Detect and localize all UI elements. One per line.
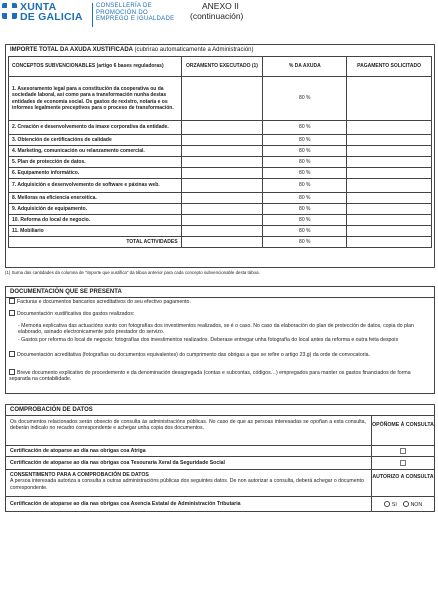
- budget-cell[interactable]: [181, 193, 263, 204]
- verification-label: Certificación de atoparse ao día nas obrigas coa Atriga: [10, 448, 146, 454]
- xunta-cross-icon: [2, 3, 17, 19]
- verification-label: Certificación de atoparse ao día nas obrigas coa Axencia Estatal de Administración Tributaria: [10, 501, 241, 507]
- table-header-row: [9, 57, 432, 77]
- budget-cell[interactable]: [181, 226, 263, 237]
- justification-checkbox[interactable]: [9, 310, 15, 316]
- payment-cell[interactable]: [347, 179, 432, 193]
- section-title: COMPROBACIÓN DE DATOS: [10, 407, 93, 413]
- authorize-yes-radio[interactable]: [384, 501, 390, 507]
- section-title: [6, 45, 434, 55]
- budget-cell[interactable]: [181, 121, 263, 135]
- table-row: [9, 168, 432, 179]
- dept-line-3: EMPREGO E IGUALDADE: [96, 16, 175, 23]
- doc-item-label: Documentación acreditativa (fotografías ou documentos equivalentes) do cumprimento das obrigas a que se refire o artigo 23.g) da orde de convocatoria.: [17, 352, 370, 358]
- brand-line-2: DE GALICIA: [20, 11, 83, 23]
- table-row: [9, 215, 432, 226]
- compliance-checkbox[interactable]: [9, 351, 15, 357]
- section-title-note: (cubrirao automaticamente a Administración): [134, 47, 254, 53]
- verification-label: Certificación de atoparse ao día nas obrigas coa Tesouraría Xeral da Seguridade Social: [10, 460, 225, 466]
- consent-text: A persoa interesada autoriza a consulta a outras administracións públicas dos seguintes datos. De non autorizar a consulta, deberá achegar o documento correspondente.: [10, 478, 364, 491]
- payment-cell[interactable]: [347, 168, 432, 179]
- budget-cell[interactable]: [181, 168, 263, 179]
- doc-item-justification: [9, 310, 134, 317]
- total-budget-cell[interactable]: [181, 237, 263, 248]
- doc-subitem-memory: - Memoria explicativa das actuacións xunto con fotografías dos investimentos realizados, se é o caso. No caso da elaboración do plan de protección de datos, copia do plan elaborado, asinado electronicamente polo prestador do servizo.: [18, 323, 414, 336]
- payment-cell[interactable]: [347, 77, 432, 121]
- doc-item-compliance: [9, 351, 433, 358]
- no-label: NON: [410, 502, 423, 508]
- aid-table: [8, 56, 432, 248]
- column-header: CONCEPTOS SUBVENCIONABLES (artigo 6 bases reguladoras): [9, 57, 182, 77]
- concept-cell: 8. Melloras na eficiencia enerxética.: [9, 193, 182, 204]
- budget-cell[interactable]: [181, 215, 263, 226]
- oppose-social-security-checkbox[interactable]: [400, 460, 406, 466]
- page-header: [0, 0, 438, 34]
- data-verification-section: [5, 404, 435, 512]
- section-title: DOCUMENTACIÓN QUE SE PRESENTA: [6, 287, 434, 298]
- payment-cell[interactable]: [347, 121, 432, 135]
- table-row: [9, 157, 432, 168]
- brand-line-1: XUNTA: [20, 1, 57, 13]
- authorize-column-header: AUTORIZO A CONSULTA: [371, 470, 434, 496]
- oppose-atriga-checkbox[interactable]: [400, 448, 406, 454]
- table-row: [9, 193, 432, 204]
- budget-cell[interactable]: [181, 179, 263, 193]
- yes-label: SI: [391, 502, 397, 508]
- column-header: PAGAMENTO SOLICITADO: [347, 57, 432, 77]
- table-row: [9, 179, 432, 193]
- department-name: [96, 3, 174, 23]
- total-payment-cell[interactable]: [347, 237, 432, 248]
- column-header: ORZAMENTO EXECUTADO (1): [181, 57, 263, 77]
- budget-cell[interactable]: [181, 146, 263, 157]
- table-footnote: (1) Suma das cantidades da columna de "importe que xustifica" da táboa anterior para cada concepto subvencionable desta táboa.: [5, 270, 260, 275]
- concept-cell: 3. Obtención de certificacións de calidade: [9, 135, 182, 146]
- doc-item-accounting: [9, 369, 433, 383]
- pct-cell: 80 %: [263, 215, 347, 226]
- doc-item-invoices: [9, 298, 191, 305]
- consent-title: CONSENTIMENTO PARA A COMPROBACIÓN DE DATOS: [10, 472, 149, 478]
- consent-block: [10, 472, 366, 491]
- doc-item-label: Facturas e documentos bancarios acreditativos do seu efectivo pagamento.: [17, 299, 191, 305]
- pct-cell: 80 %: [263, 77, 347, 121]
- pct-cell: 80 %: [263, 121, 347, 135]
- table-row: [9, 226, 432, 237]
- accounting-checkbox[interactable]: [9, 369, 15, 375]
- pct-cell: 80 %: [263, 168, 347, 179]
- payment-cell[interactable]: [347, 157, 432, 168]
- table-total-row: [9, 237, 432, 248]
- concept-cell: 11. Mobiliario: [9, 226, 182, 237]
- concept-cell: 5. Plan de protección de datos.: [9, 157, 182, 168]
- pct-cell: 80 %: [263, 135, 347, 146]
- concept-cell: 1. Asesoramento legal para a constitución da cooperativa ou da sociedade laboral, así como para a transformación nunha destas entidades de economía social. Os gastos de rexistro, notaría e os informes legalmente preceptivos para o proceso de transformación.: [9, 77, 182, 121]
- table-row: [9, 77, 432, 121]
- section-title-text: IMPORTE TOTAL DA AXUDA XUSTIFICADA: [10, 47, 133, 53]
- pct-cell: 80 %: [263, 146, 347, 157]
- column-header: % DA AXUDA: [263, 57, 347, 77]
- pct-cell: 80 %: [263, 204, 347, 215]
- doc-subitem-reform: - Gastos por reforma do local de negocio: fotografías dos investimentos realizados. Deberase entregar unha fotografía do local antes da reforma e outra feita despois: [18, 337, 399, 343]
- payment-cell[interactable]: [347, 226, 432, 237]
- concept-cell: 2. Creación e desenvolvemento da imaxe corporativa da entidade.: [9, 121, 182, 135]
- pct-cell: 80 %: [263, 179, 347, 193]
- consent-row: [6, 469, 434, 496]
- header-divider: [92, 3, 93, 27]
- verification-row-atriga: [6, 445, 434, 456]
- payment-cell[interactable]: [347, 146, 432, 157]
- budget-cell[interactable]: [181, 157, 263, 168]
- concept-cell: 9. Adquisición de equipamento.: [9, 204, 182, 215]
- xunta-logo-text: [20, 2, 83, 22]
- concept-cell: 7. Adquisición e desenvolvemento de software e páxinas web.: [9, 179, 182, 193]
- verification-intro: Os documentos relacionados serán obxecto de consulta ás administracións públicas. No caso de que as persoas interesadas se opoñan a esta consulta, deberán indicalo no recadro correspondente e achegar unha copia dos documentos.: [10, 419, 366, 432]
- budget-cell[interactable]: [181, 135, 263, 146]
- aid-total-section: [5, 44, 435, 268]
- dept-line-1: CONSELLERÍA DE: [96, 3, 152, 9]
- table-row: [9, 135, 432, 146]
- budget-cell[interactable]: [181, 77, 263, 121]
- annex-subtitle: (continuación): [190, 11, 244, 21]
- pct-cell: 80 %: [263, 157, 347, 168]
- doc-item-label: Breve documento explicativo do procedemento e da denominación desagregada (contas e subcontas, códigos…) empregados para manter os gastos financiados de forma separada na contabilidade.: [9, 370, 411, 383]
- total-label: TOTAL ACTIVIDADES: [9, 237, 182, 248]
- verification-row-social-security: [6, 456, 434, 469]
- oppose-cell: [371, 457, 434, 469]
- payment-cell[interactable]: [347, 193, 432, 204]
- total-pct-cell: 80 %: [263, 237, 347, 248]
- oppose-column-header: OPÓÑOME Á CONSULTA: [371, 416, 434, 445]
- payment-cell[interactable]: [347, 204, 432, 215]
- verification-intro-row: [6, 415, 434, 445]
- concept-cell: 4. Marketing, comunicación ou relanzamento comercial.: [9, 146, 182, 157]
- table-row: [9, 121, 432, 135]
- authorize-no-radio[interactable]: [403, 501, 409, 507]
- payment-cell[interactable]: [347, 135, 432, 146]
- annex-title: ANEXO II: [202, 1, 239, 11]
- invoices-checkbox[interactable]: [9, 298, 15, 304]
- verification-row-aeat: [6, 496, 434, 512]
- dept-line-2: PROMOCIÓN DO: [96, 9, 148, 16]
- authorize-cell: [371, 497, 434, 512]
- concept-cell: 6. Equipamento informático.: [9, 168, 182, 179]
- concept-cell: 10. Reforma do local de negocio.: [9, 215, 182, 226]
- pct-cell: 80 %: [263, 193, 347, 204]
- documentation-section: [5, 286, 435, 394]
- oppose-cell: [371, 446, 434, 456]
- annex-heading: [190, 1, 243, 21]
- pct-cell: 80 %: [263, 226, 347, 237]
- payment-cell[interactable]: [347, 215, 432, 226]
- doc-item-label: Documentación xustificativa dos gastos realizados:: [17, 311, 135, 317]
- budget-cell[interactable]: [181, 204, 263, 215]
- table-row: [9, 204, 432, 215]
- table-row: [9, 146, 432, 157]
